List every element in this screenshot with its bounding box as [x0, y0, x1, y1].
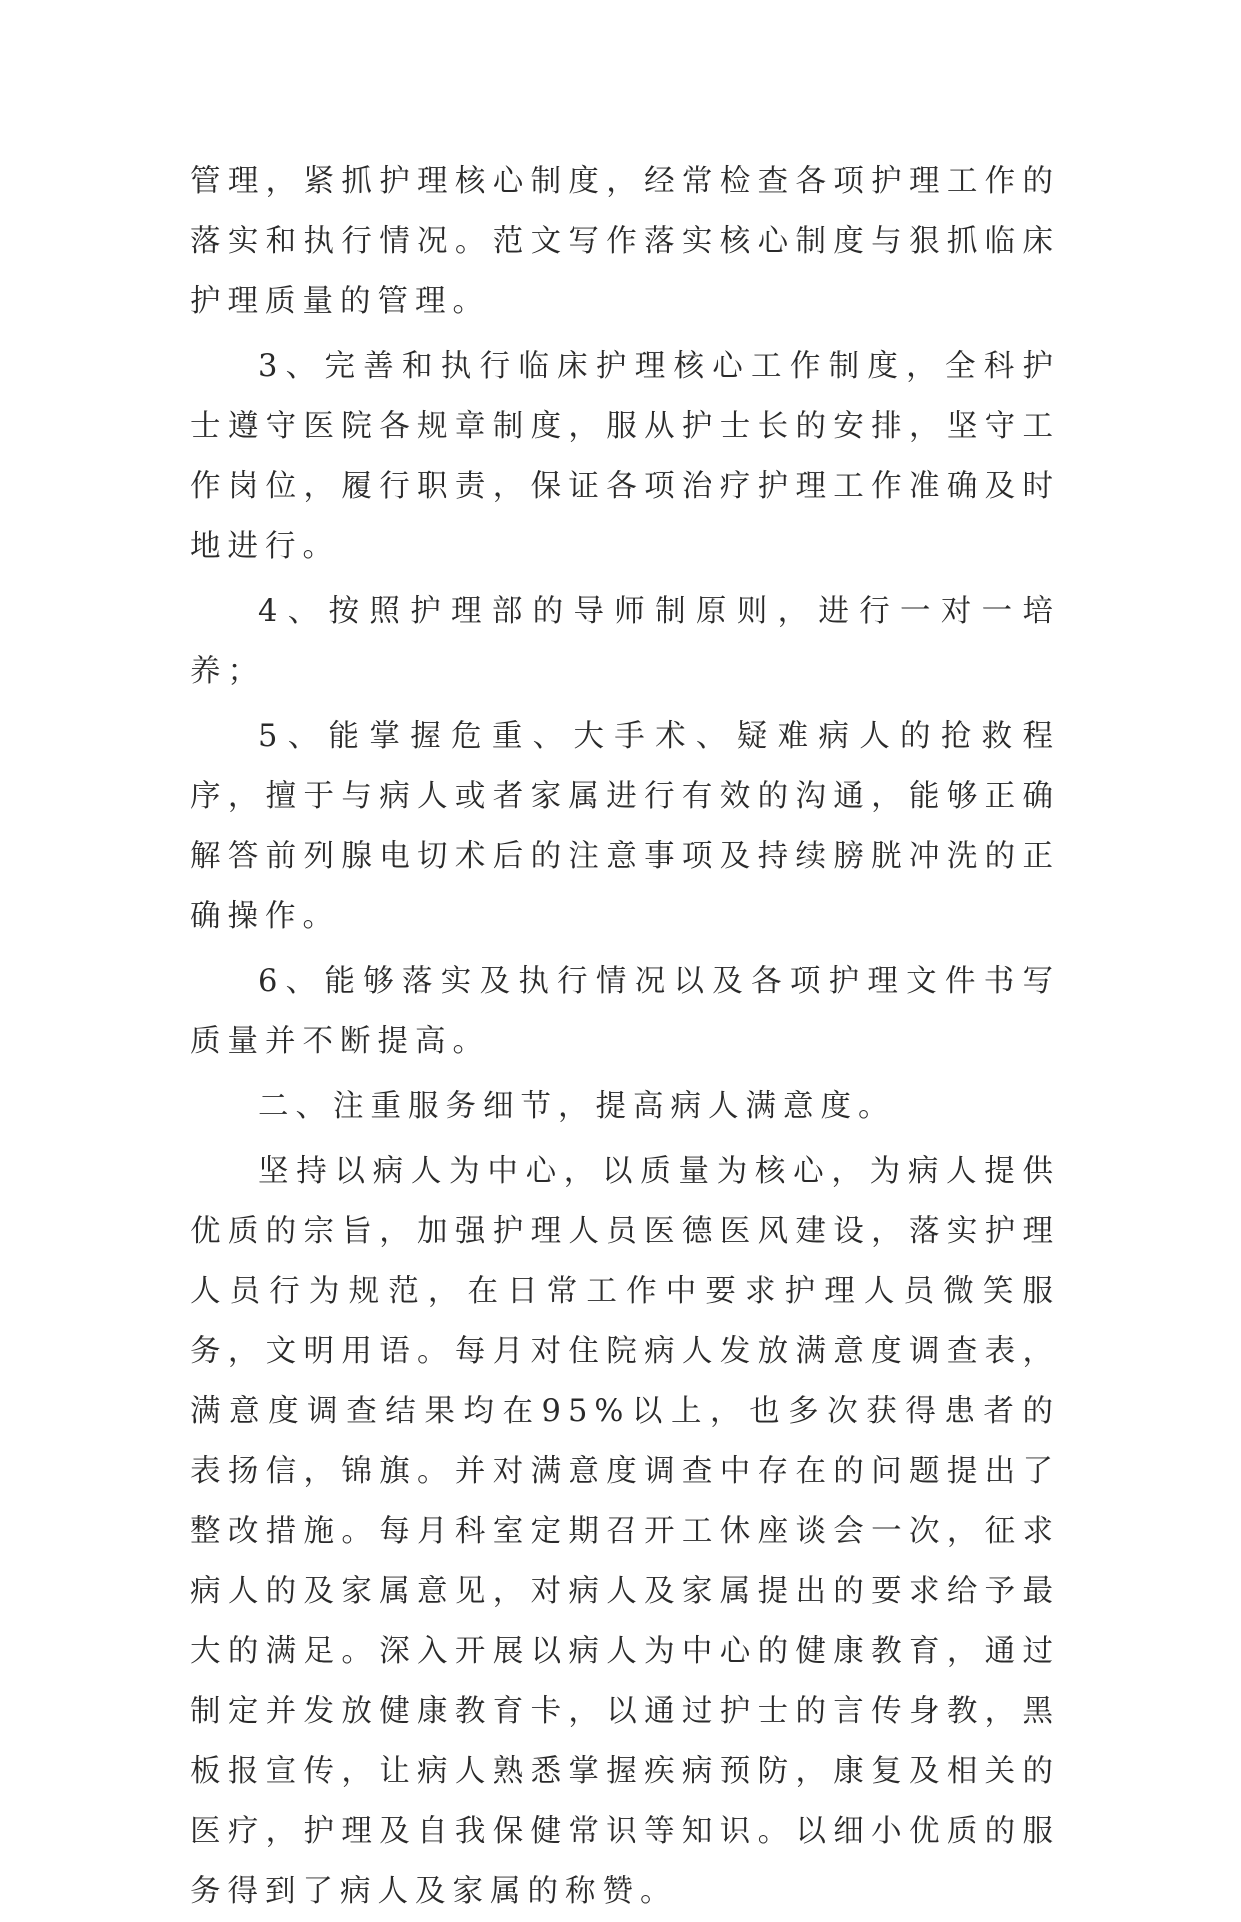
paragraph-item-5: 5、能掌握危重、大手术、疑难病人的抢救程序，擅于与病人或者家属进行有效的沟通，能够正确解答前列腺电切术后的注意事项及持续膀胱冲洗的正确操作。: [190, 719, 1060, 934]
document-body: [190, 152, 1060, 1922]
section-heading-service: 二、注重服务细节，提高病人满意度。: [258, 1089, 896, 1124]
paragraph-management: 管理，紧抓护理核心制度，经常检查各项护理工作的落实和执行情况。范文写作落实核心制度与狠抓临床护理质量的管理。: [190, 164, 1060, 319]
paragraph-item-6: 6、能够落实及执行情况以及各项护理文件书写质量并不断提高。: [190, 964, 1060, 1059]
paragraph-service-details: 坚持以病人为中心，以质量为核心，为病人提供优质的宗旨，加强护理人员医德医风建设，落实护理人员行为规范，在日常工作中要求护理人员微笑服务，文明用语。每月对住院病人发放满意度调查表，满意度调查结果均在95%以上，也多次获得患者的表扬信，锦旗。并对满意度调查中存在的问题提出了整改措施。每月科室定期召开工休座谈会一次，征求病人的及家属意见，对病人及家属提出的要求给予最大的满足。深入开展以病人为中心的健康教育，通过制定并发放健康教育卡，以通过护士的言传身教，黑板报宣传，让病人熟悉掌握疾病预防，康复及相关的医疗，护理及自我保健常识等知识。以细小优质的服务得到了病人及家属的称赞。: [190, 1154, 1060, 1909]
paragraph-item-4: 4、按照护理部的导师制原则，进行一对一培养；: [190, 594, 1060, 689]
paragraph-item-3: 3、完善和执行临床护理核心工作制度，全科护士遵守医院各规章制度，服从护士长的安排，坚守工作岗位，履行职责，保证各项治疗护理工作准确及时地进行。: [190, 349, 1060, 564]
